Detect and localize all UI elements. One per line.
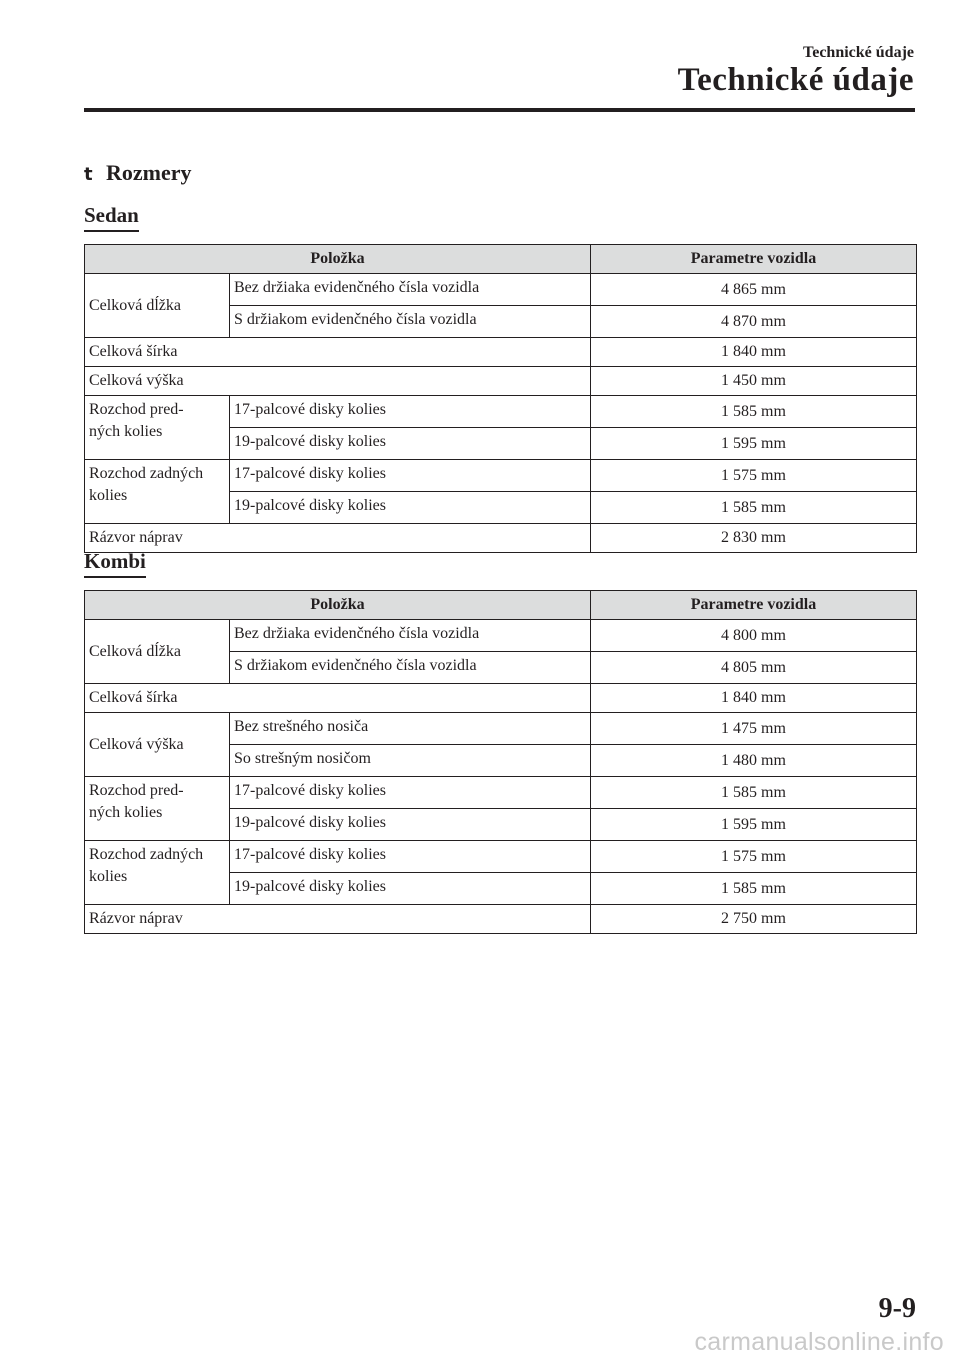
row-label: Celková dĺžka xyxy=(85,274,230,338)
sedan-title: Sedan xyxy=(84,203,139,232)
row-label: Celková šírka xyxy=(85,338,591,367)
table-row xyxy=(85,524,917,553)
row-value: 1 585 mm xyxy=(591,873,917,905)
row-label: Rozchod zadných kolies xyxy=(85,460,230,524)
row-value: 1 480 mm xyxy=(591,745,917,777)
row-label: Celková šírka xyxy=(85,684,591,713)
header-param: Parametre vozidla xyxy=(591,245,917,274)
row-label: Celková výška xyxy=(85,367,591,396)
row-value: 1 450 mm xyxy=(591,367,917,396)
row-sublabel: Bez držiaka evidenčného čísla vozidla xyxy=(230,620,591,652)
table-row xyxy=(85,274,917,306)
table-row xyxy=(85,338,917,367)
row-label: Rozchod pred- ných kolies xyxy=(85,396,230,460)
row-label: Rázvor náprav xyxy=(85,524,591,553)
section-heading xyxy=(84,160,192,186)
watermark: carmanualsonline.info xyxy=(694,1328,944,1356)
table-row xyxy=(85,460,917,492)
row-label: Celková výška xyxy=(85,713,230,777)
row-value: 2 830 mm xyxy=(591,524,917,553)
running-header: Technické údaje xyxy=(803,44,914,61)
kombi-table xyxy=(84,590,917,934)
table-row xyxy=(85,777,917,809)
table-row xyxy=(85,396,917,428)
row-sublabel: Bez strešného nosiča xyxy=(230,713,591,745)
table-row xyxy=(85,367,917,396)
row-value: 1 475 mm xyxy=(591,713,917,745)
row-value: 1 585 mm xyxy=(591,492,917,524)
table-row xyxy=(85,620,917,652)
row-sublabel: S držiakom evidenčného čísla vozidla xyxy=(230,652,591,684)
section-marker-icon: t xyxy=(84,164,93,185)
row-value: 1 595 mm xyxy=(591,428,917,460)
row-label: Rázvor náprav xyxy=(85,905,591,934)
row-label: Rozchod zadných kolies xyxy=(85,841,230,905)
section-title: Rozmery xyxy=(106,160,192,185)
table-row xyxy=(85,713,917,745)
page-number: 9-9 xyxy=(878,1293,916,1324)
row-value: 2 750 mm xyxy=(591,905,917,934)
row-value: 1 840 mm xyxy=(591,684,917,713)
row-sublabel: 19-palcové disky kolies xyxy=(230,873,591,905)
row-value: 4 870 mm xyxy=(591,306,917,338)
row-value: 1 575 mm xyxy=(591,460,917,492)
header-item: Položka xyxy=(85,591,591,620)
row-sublabel: Bez držiaka evidenčného čísla vozidla xyxy=(230,274,591,306)
row-value: 1 595 mm xyxy=(591,809,917,841)
table-row xyxy=(85,905,917,934)
table-row xyxy=(85,841,917,873)
row-label: Celková dĺžka xyxy=(85,620,230,684)
sedan-table xyxy=(84,244,917,553)
row-value: 4 865 mm xyxy=(591,274,917,306)
table-header-row xyxy=(85,591,917,620)
row-value: 4 800 mm xyxy=(591,620,917,652)
row-sublabel: 19-palcové disky kolies xyxy=(230,428,591,460)
kombi-title: Kombi xyxy=(84,549,146,578)
row-sublabel: 17-palcové disky kolies xyxy=(230,460,591,492)
row-sublabel: 19-palcové disky kolies xyxy=(230,809,591,841)
row-value: 1 585 mm xyxy=(591,396,917,428)
chapter-title: Technické údaje xyxy=(677,62,914,98)
row-value: 1 575 mm xyxy=(591,841,917,873)
row-value: 1 840 mm xyxy=(591,338,917,367)
header-rule xyxy=(84,108,915,112)
row-sublabel: 19-palcové disky kolies xyxy=(230,492,591,524)
row-sublabel: 17-palcové disky kolies xyxy=(230,396,591,428)
row-sublabel: So strešným nosičom xyxy=(230,745,591,777)
table-row xyxy=(85,684,917,713)
row-sublabel: S držiakom evidenčného čísla vozidla xyxy=(230,306,591,338)
row-value: 1 585 mm xyxy=(591,777,917,809)
row-value: 4 805 mm xyxy=(591,652,917,684)
row-label: Rozchod pred- ných kolies xyxy=(85,777,230,841)
row-sublabel: 17-palcové disky kolies xyxy=(230,841,591,873)
header-param: Parametre vozidla xyxy=(591,591,917,620)
header-item: Položka xyxy=(85,245,591,274)
row-sublabel: 17-palcové disky kolies xyxy=(230,777,591,809)
table-header-row xyxy=(85,245,917,274)
